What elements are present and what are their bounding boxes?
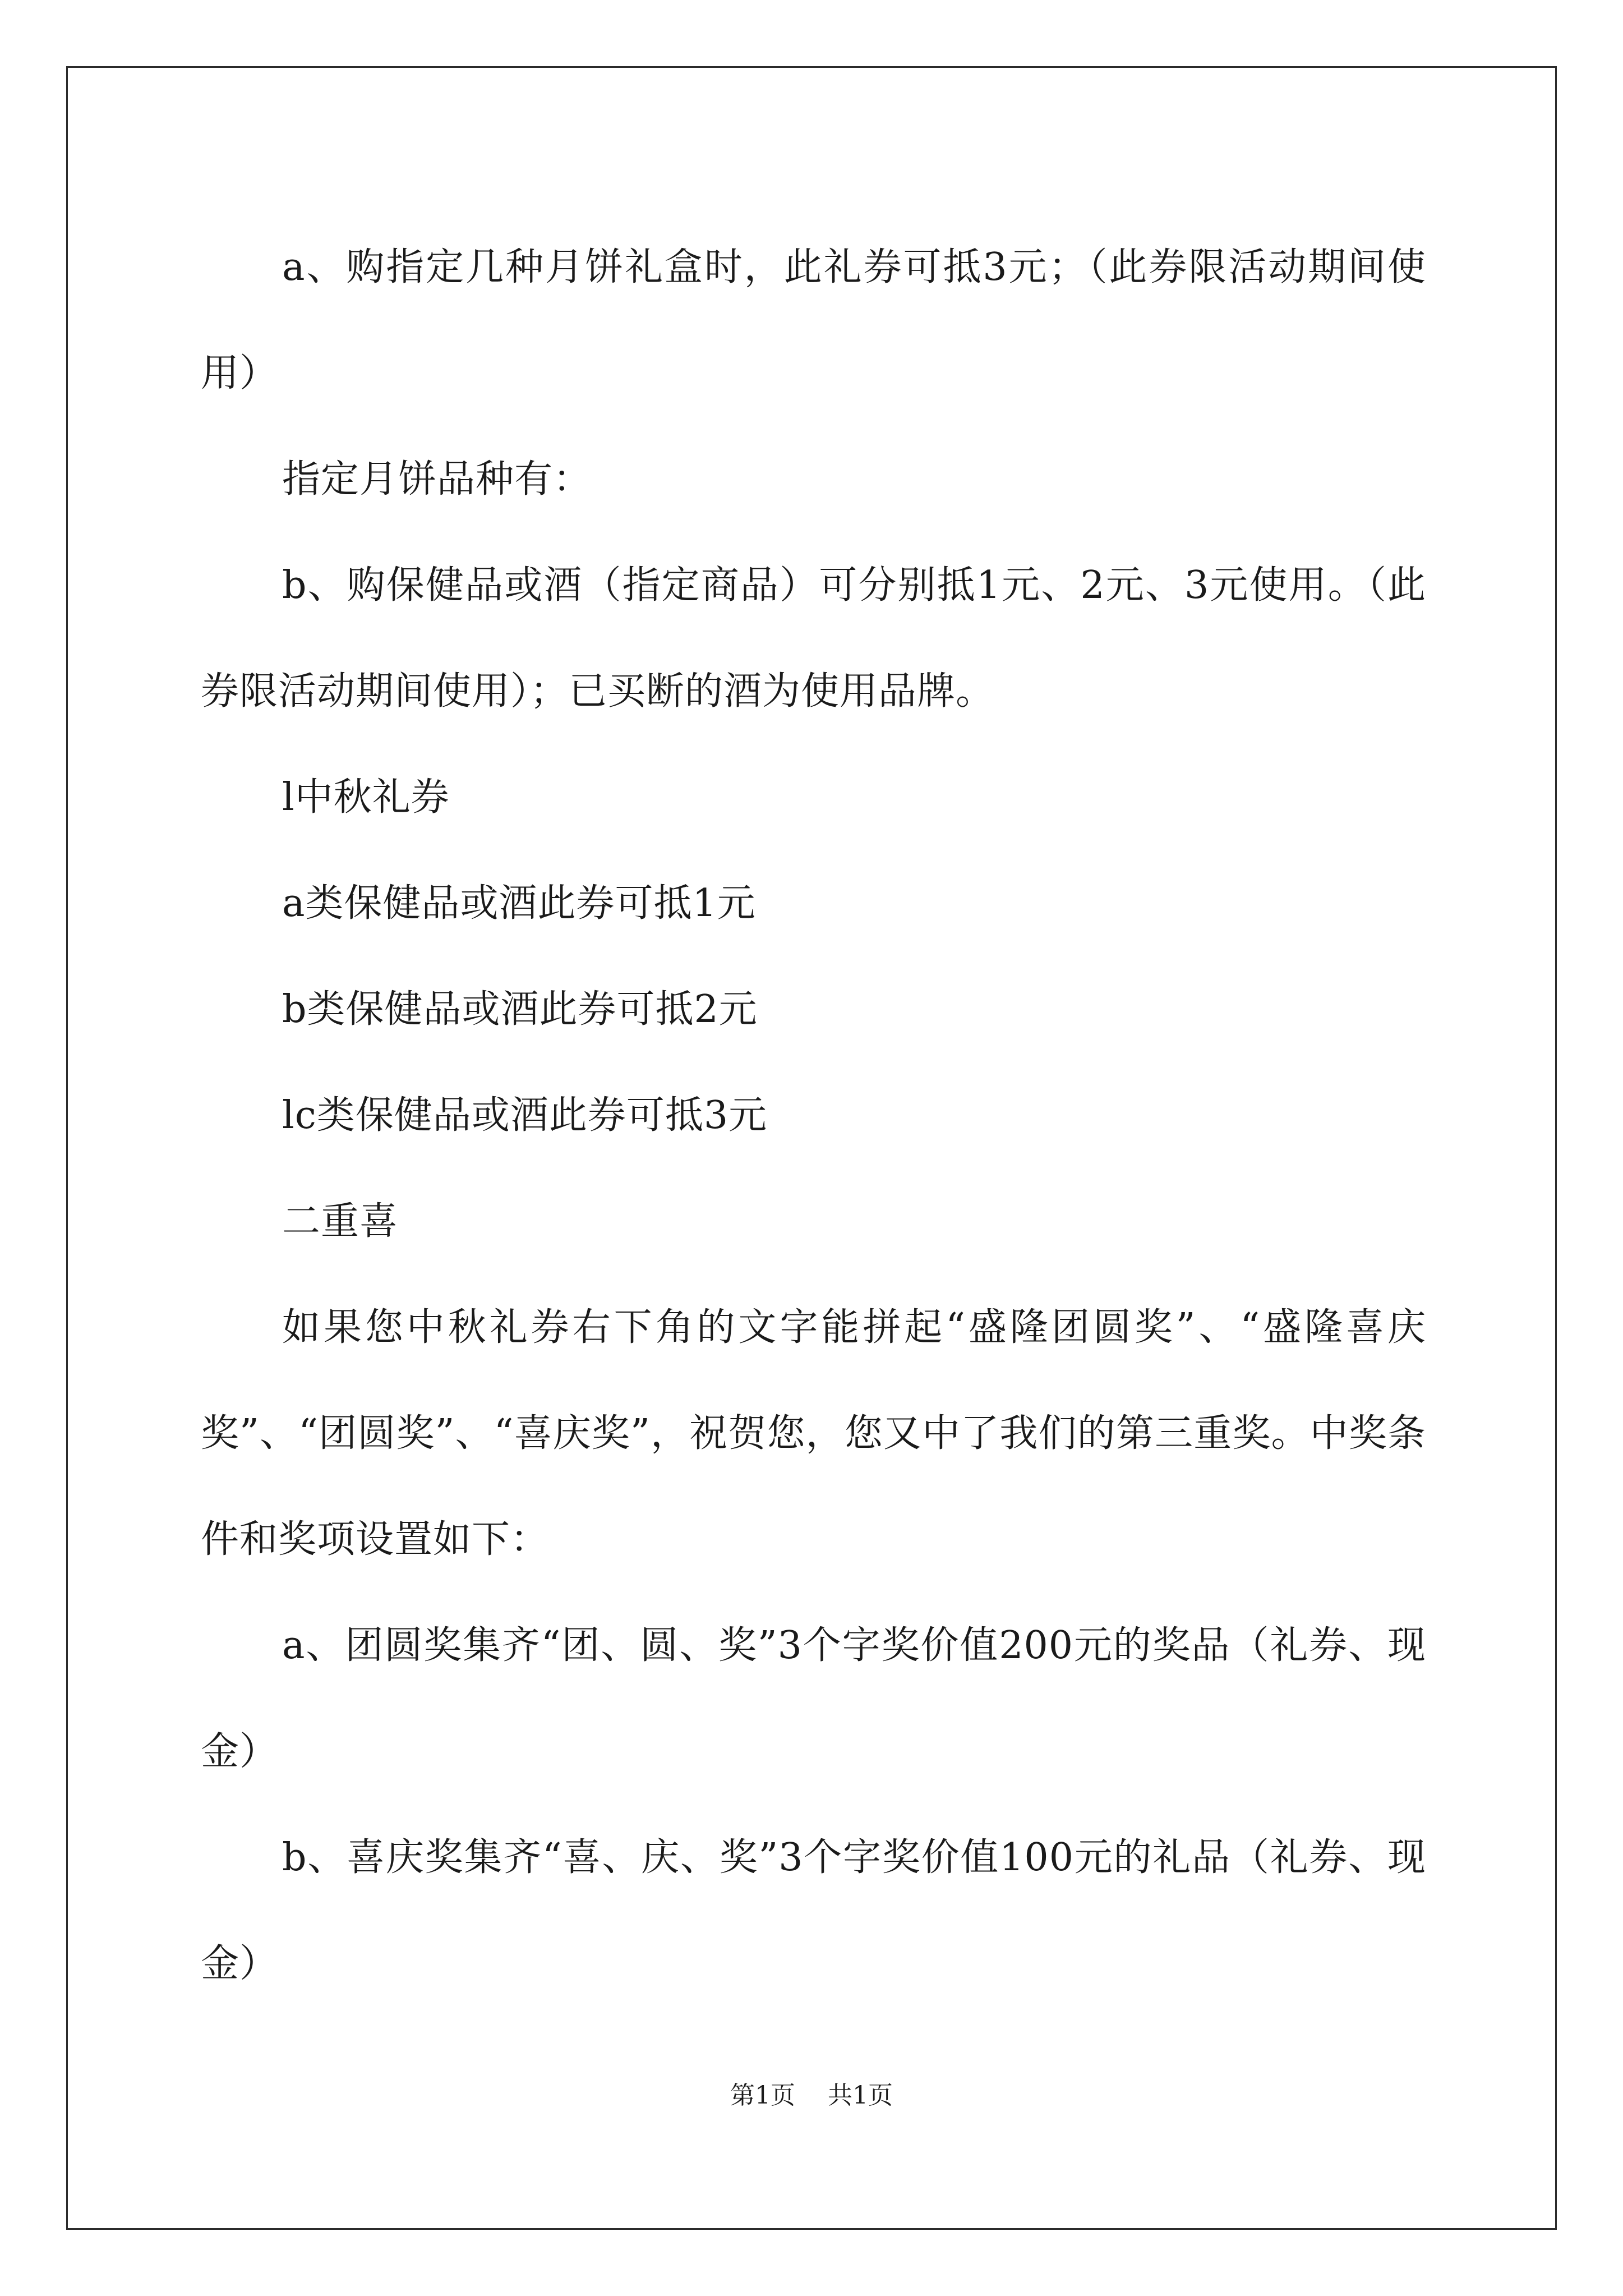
paragraph-voucher-b: b、购保健品或酒（指定商品）可分别抵1元、2元、3元使用。（此券限活动期间使用）；已买断的酒为使用品牌。 [201,563,1426,714]
paragraph-class-a: a类保健品或酒此券可抵1元 [282,881,756,926]
document-body [201,214,1426,2017]
paragraph-mooncake-types: 指定月饼品种有： [282,457,592,501]
paragraph-second-prize-heading: 二重喜 [282,1199,399,1244]
paragraph-reunion-prize: a、团圆奖集齐“团、圆、奖”3个字奖价值200元的奖品（礼券、现金） [201,1623,1426,1774]
page-total: 共1页 [828,2081,893,2110]
paragraph-festive-prize: b、喜庆奖集齐“喜、庆、奖”3个字奖价值100元的礼品（礼券、现金） [201,1835,1426,1986]
paragraph-class-b: b类保健品或酒此券可抵2元 [282,987,758,1032]
paragraph-prize-rules: 如果您中秋礼券右下角的文字能拼起“盛隆团圆奖”、“盛隆喜庆奖”、“团圆奖”、“喜庆奖”，祝贺您，您又中了我们的第三重奖。中奖条件和奖项设置如下： [201,1305,1426,1562]
paragraph-class-c: lc类保健品或酒此券可抵3元 [282,1093,768,1138]
page-footer [0,2079,1623,2113]
page-number: 第1页 [730,2081,795,2110]
paragraph-voucher-a: a、购指定几种月饼礼盒时，此礼券可抵3元；（此券限活动期间使用） [201,245,1426,395]
paragraph-voucher-heading: l中秋礼券 [282,775,450,820]
